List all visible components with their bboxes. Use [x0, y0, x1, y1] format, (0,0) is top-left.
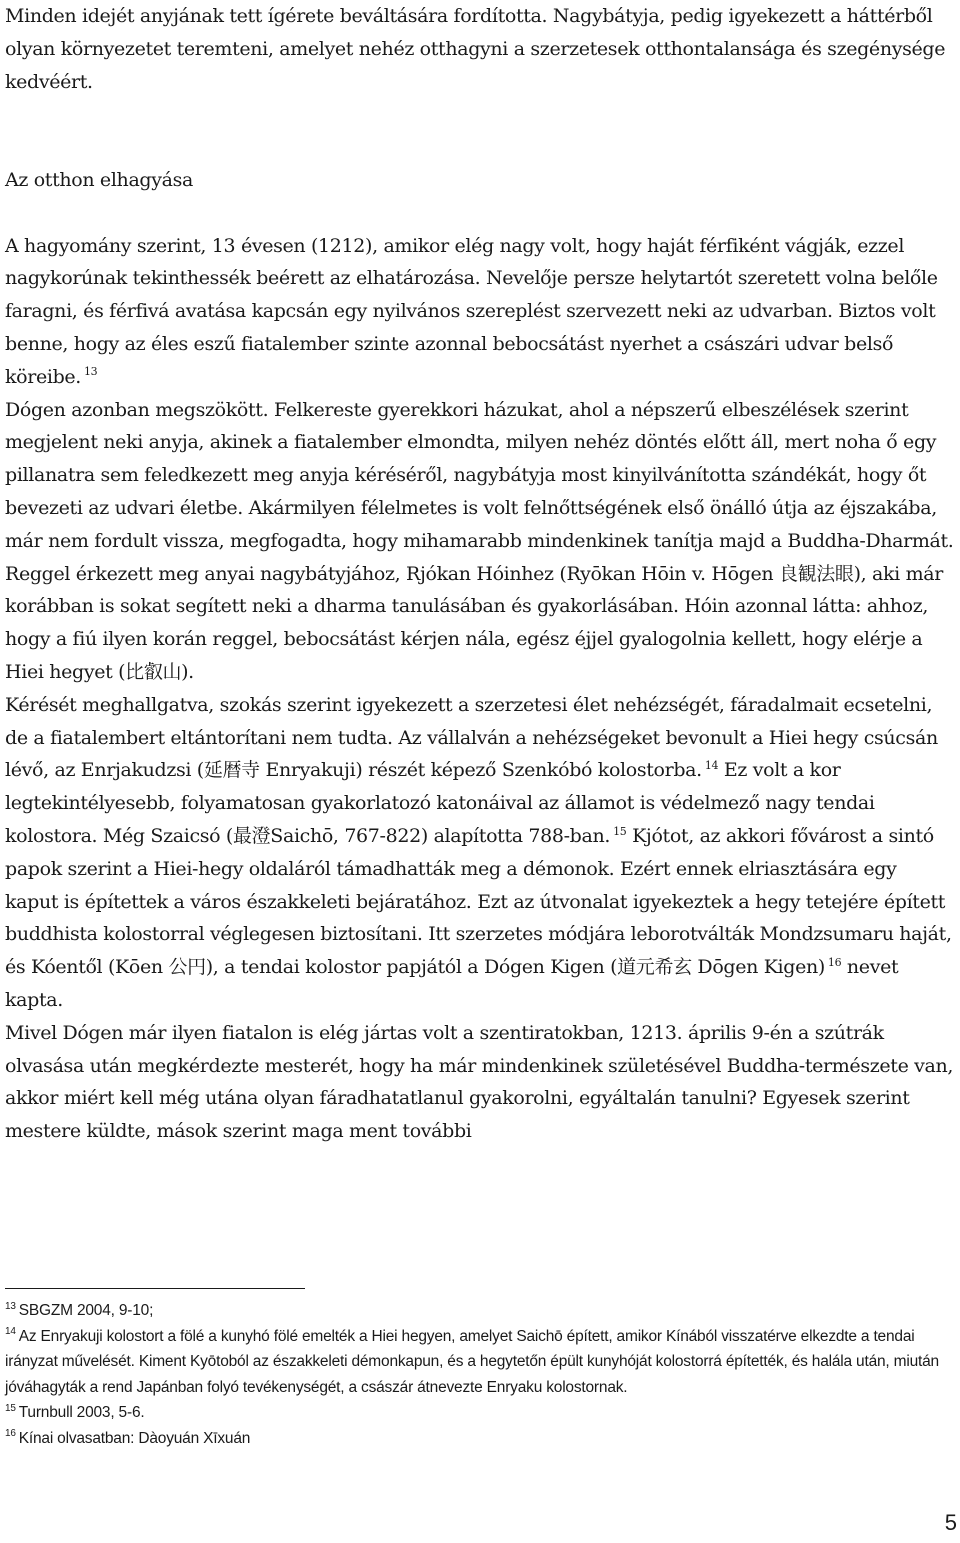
footnote-number: 15	[5, 1402, 16, 1414]
footnotes	[5, 1298, 957, 1451]
footnote-separator	[5, 1288, 305, 1289]
footnote-number: 13	[5, 1300, 16, 1312]
paragraph-escape: Dógen azonban megszökött. Felkereste gyerekkori házukat, ahol a népszerű elbeszélések szerint megjelent neki anyja, akinek a fiatalember elmondta, milyen nehéz döntés előtt áll, mert noha ő egy pillanatra sem feledkezett meg anyja kéréséről, nagybátyja most kinyilvánította szándékát, hogy őt bevezeti az udvari életbe. Akármilyen félelmetes is volt felnőttségének első önálló útja az éjszakába, már nem fordult vissza, megfogadta, hogy mihamarabb mindenkinek tanítja majd a Buddha-Dharmát.	[5, 398, 954, 552]
paragraph-monastery	[5, 689, 955, 1017]
footnote-ref-15[interactable]: 15	[613, 824, 627, 838]
footnote-14	[5, 1324, 957, 1401]
footnote-text: Kínai olvasatban: Dàoyuán Xīxuán	[18, 1429, 251, 1447]
footnote-text: Az Enryakuji kolostort a fölé a kunyhó fölé emelték a Hiei hegyen, amelyet Saichō épített, amikor Kínából visszatérve elkezdte a tendai irányzat művelését. Kiment Kyōtoból az északkeleti démonkapun, és a hegytetőn épült kunyhóját kolostorrá építették, és halála után, miután jóváhagyták a rend Japánban folyó tevékenységét, a császár átnevezte Enryaku kolostornak.	[5, 1327, 939, 1396]
footnote-ref-16[interactable]: 16	[827, 955, 842, 969]
footnote-ref-13[interactable]: 13	[84, 365, 98, 379]
paragraph-text: Kjótot, az akkori fővárost a sintó papok szerint a Hiei-hegy oldaláról támadhatták meg a démonok. Ezért ennek elriasztására egy kaput is építettek a város északkeleti bejáratához. Ezt az útvonalat igyekeztek a hegy tetejére épített buddhista kolostorral véglegesen biztosítani. Itt szerzetes módjára leborotválták Mondzsumaru haját, és Kóentől (Kōen 公円), a tendai kolostor papjától a Dógen Kigen (道元希玄 Dōgen Kigen)	[5, 824, 952, 979]
footnote-15	[5, 1400, 957, 1426]
paragraph-uncle: Reggel érkezett meg anyai nagybátyjához, Rjókan Hóinhez (Ryōkan Hōin v. Hōgen 良観法眼), aki már korábban is sokat segített neki a dharma tanulásában és gyakorlásában. Hóin azonnal látta: ahhoz, hogy a fiú ilyen korán reggel, bebocsátást kérjen nála, egész éjjel gyalogolnia kellett, hogy elérje a Hiei hegyet (比叡山).	[5, 562, 943, 683]
paragraph-text: Ez volt a kor legtekintélyesebb, folyamatosan gyakorlatozó katonáival az államot is védelmező nagy tendai kolostora. Még Szaicsó (最澄Saichō, 767-822) alapította 788-ban.	[5, 759, 875, 847]
footnote-number: 14	[5, 1326, 16, 1338]
paragraph-text: nevet kapta.	[5, 956, 899, 1011]
document-page	[5, 0, 955, 1148]
page-number: 5	[944, 1510, 957, 1535]
footnote-ref-14[interactable]: 14	[704, 759, 719, 772]
footnote-text: SBGZM 2004, 9-10;	[18, 1302, 154, 1319]
paragraph-question: Mivel Dógen már ilyen fiatalon is elég jártas volt a szentiratokban, 1213. április 9-én a szútrák olvasása után megkérdezte mesterét, hogy ha már mindenkinek születésével Buddha-természete van, akkor miért kell még utána olyan fáradhatatlanul gyakorolni, egyáltalán tanulni? Egyesek szerint mestere küldte, mások szerint maga ment további	[5, 1021, 954, 1143]
paragraph-text: A hagyomány szerint, 13 évesen (1212), amikor elég nagy volt, hogy haját férfiként vágják, ezzel nagykorúnak tekinthessék beérett az elhatározása. Nevelője persze helytartót szeretett volna belőle faragni, és férfivá avatása kapcsán egy nyilvános szereplést szervezett neki az udvarban. Biztos volt benne, hogy az éles eszű fiatalember szinte azonnal bebocsátást nyerhet a császári udvar belső köreibe.	[5, 234, 938, 388]
footnote-13	[5, 1298, 957, 1324]
footnote-text: Turnbull 2003, 5-6.	[18, 1404, 145, 1421]
paragraph-text: Kérését meghallgatva, szokás szerint igyekezett a szerzetesi élet nehézségét, fáradalmait ecsetelni, de a fiatalembert eltántorítani nem tudta. Az vállalván a nehézségeket bevonult a Hiei hegy csúcsán lévő, az Enrjakudzsi (延暦寺 Enryakuji) részét képező Szenkóbó kolostorba.	[5, 693, 938, 782]
paragraph-tradition	[5, 230, 955, 394]
footnote-number: 16	[5, 1428, 16, 1440]
paragraph-intro: Minden idejét anyjának tett ígérete beváltására fordította. Nagybátyja, pedig igyekezett a háttérből olyan környezetet teremteni, amelyet nehéz otthagyni a szerzetesek otthontalansága és szegénysége kedvéért.	[5, 5, 946, 93]
footnote-16	[5, 1426, 957, 1452]
section-heading: Az otthon elhagyása	[5, 168, 193, 191]
